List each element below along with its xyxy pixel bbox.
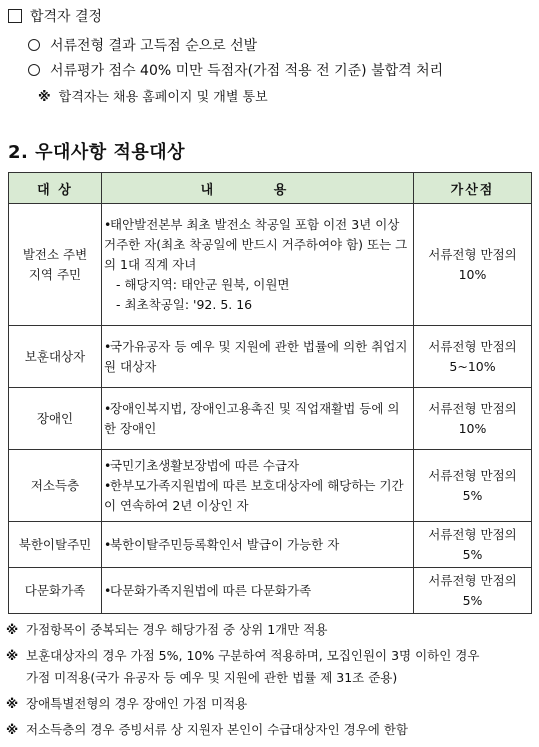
table-row <box>9 388 532 450</box>
checkbox-square-icon <box>8 9 22 23</box>
row-target: 보훈대상자 <box>9 326 102 388</box>
row-target: 장애인 <box>9 388 102 450</box>
header-points: 가산점 <box>414 173 532 204</box>
table-row <box>9 326 532 388</box>
circle-bullet-icon <box>28 39 40 51</box>
criteria-item: 서류전형 결과 고득점 순으로 선발 <box>28 35 257 55</box>
table-row <box>9 568 532 614</box>
row-target: 저소득층 <box>9 450 102 522</box>
footnote: ※ 가점항목이 중복되는 경우 해당가점 중 상위 1개만 적용 <box>6 622 328 637</box>
content-bullet: •국민기초생활보장법에 따른 수급자 <box>104 457 300 473</box>
criteria-item: 서류평가 점수 40% 미만 득점자(가점 적용 전 기준) 불합격 처리 <box>28 60 443 80</box>
table-row <box>9 450 532 522</box>
content-bullet: •한부모가족지원법에 따른 보호대상자에 해당하는 기간이 연속하여 2년 이상인 자 <box>104 477 404 513</box>
row-target: 발전소 주변 지역 주민 <box>9 204 102 326</box>
header-content: 내 용 <box>102 173 414 204</box>
reference-mark-icon: ※ <box>6 648 19 663</box>
row-content <box>102 568 414 614</box>
row-points: 서류전형 만점의 5~10% <box>414 326 532 388</box>
footnote: ※ 저소득층의 경우 증빙서류 상 지원자 본인이 수급대상자인 경우에 한함 <box>6 722 408 737</box>
section-title: 합격자 결정 <box>8 6 102 26</box>
reference-mark-icon: ※ <box>6 696 19 711</box>
row-points: 서류전형 만점의 10% <box>414 204 532 326</box>
content-bullet: •장애인복지법, 장애인고용촉진 및 직업재활법 등에 의한 장애인 <box>104 400 400 436</box>
row-points: 서류전형 만점의 5% <box>414 522 532 568</box>
row-points: 서류전형 만점의 5% <box>414 450 532 522</box>
footnote: ※ 보훈대상자의 경우 가점 5%, 10% 구분하여 적용하며, 모집인원이 3명 이하인 경우 <box>6 648 480 663</box>
row-target: 북한이탈주민 <box>9 522 102 568</box>
content-bullet: •다문화가족지원법에 따른 다문화가족 <box>104 582 312 598</box>
row-content <box>102 204 414 326</box>
reference-mark-icon: ※ <box>6 622 19 637</box>
content-sub: - 해당지역: 태안군 원북, 이원면 <box>116 276 290 292</box>
row-points: 서류전형 만점의 5% <box>414 568 532 614</box>
footnote-continuation: 가점 미적용(국가 유공자 등 예우 및 지원에 관한 법률 제 31조 준용) <box>26 670 398 685</box>
notice-line: ※ 합격자는 채용 홈페이지 및 개별 통보 <box>38 90 268 105</box>
reference-mark-icon: ※ <box>6 722 19 737</box>
row-points: 서류전형 만점의 10% <box>414 388 532 450</box>
circle-bullet-icon <box>28 64 40 76</box>
reference-mark-icon: ※ <box>38 90 51 105</box>
content-bullet: •국가유공자 등 예우 및 지원에 관한 법률에 의한 취업지원 대상자 <box>104 338 408 374</box>
row-content <box>102 450 414 522</box>
table-row <box>9 204 532 326</box>
table-row <box>9 522 532 568</box>
footnote: ※ 장애특별전형의 경우 장애인 가점 미적용 <box>6 696 248 711</box>
preference-table <box>8 172 532 614</box>
row-content <box>102 326 414 388</box>
content-bullet: •태안발전본부 최초 발전소 착공일 포함 이전 3년 이상 거주한 자(최초 착공일에 반드시 거주하여야 함) 또는 그의 1대 직계 자녀 <box>104 216 408 272</box>
section-heading: 2. 우대사항 적용대상 <box>8 142 185 163</box>
row-content <box>102 388 414 450</box>
content-bullet: •북한이탈주민등록확인서 발급이 가능한 자 <box>104 536 340 552</box>
content-sub: - 최초착공일: '92. 5. 16 <box>116 296 253 312</box>
row-content <box>102 522 414 568</box>
table-header-row <box>9 173 532 204</box>
header-target: 대 상 <box>9 173 102 204</box>
row-target: 다문화가족 <box>9 568 102 614</box>
